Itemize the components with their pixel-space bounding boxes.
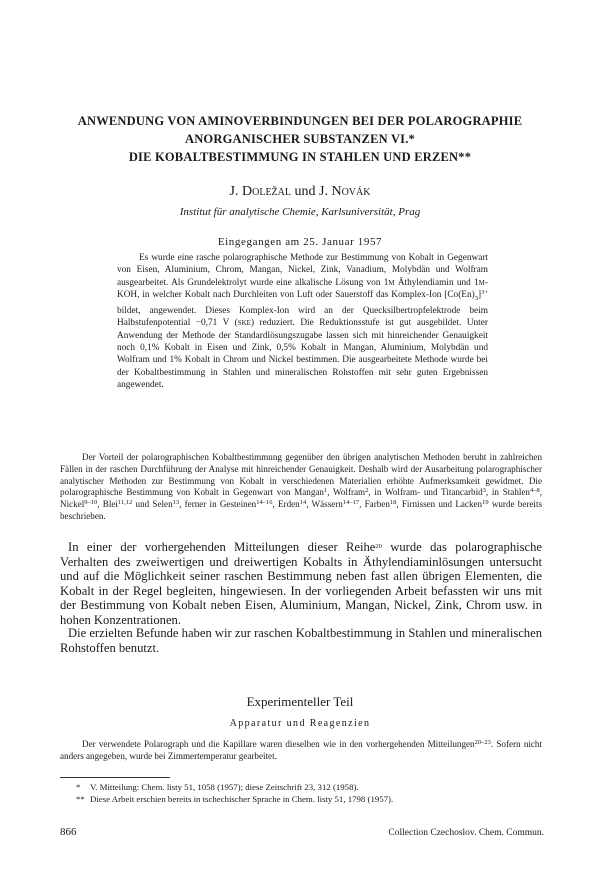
- abstract-unit: m: [478, 277, 485, 288]
- footnote-1: [76, 782, 546, 794]
- intro-text: wurde bereits beschrieben.: [60, 499, 543, 521]
- citation-ref: 20: [375, 543, 382, 550]
- citation-ref: 3: [482, 487, 486, 495]
- subsection-heading: Apparatur und Reagenzien: [229, 718, 371, 729]
- footnote-2: [76, 794, 546, 806]
- abstract-electrode-abbrev: ske: [237, 318, 251, 329]
- citation-ref: 14–17: [342, 499, 360, 507]
- abstract-text: ]: [477, 289, 482, 300]
- authors: [0, 184, 600, 200]
- methods-paragraph: [60, 738, 542, 762]
- intro-text: , Wässern: [306, 499, 343, 510]
- citation-ref: 4–8: [529, 487, 540, 495]
- intro-text: Der Vorteil der polarographischen Kobaltbestimmung gegenüber den übrigen analytischen Methoden beruht in zahlreichen Fällen in der raschen Durchführung der Analyse mit hinreichender Genauigkeit. Deshalb wird der Ausarbeitung polarographischer analytischer Methoden zur Bestimmung von Kobalt in verschiedenen Materialien erhöhte Aufmerksamkeit gewidmet. Die polarographische Bestimmung von Kobalt in Gegenwart von Mangan: [60, 452, 542, 498]
- title-line-2: ANORGANISCHER SUBSTANZEN VI.*: [184, 132, 416, 146]
- abstract-superscript: 3+: [481, 288, 488, 296]
- intro-text: , Erden: [272, 499, 300, 510]
- author-1-initial: J.: [229, 184, 242, 199]
- footnotes: [76, 782, 546, 805]
- footnote-mark: *: [76, 782, 81, 792]
- methods-text: . Sofern nicht anders angegeben, wurde bei Zimmertemperatur gearbeitet.: [60, 739, 542, 761]
- title-line-3: DIE KOBALTBESTIMMUNG IN STAHLEN UND ERZEN**: [128, 150, 472, 164]
- intro-text: , Nickel: [60, 487, 543, 510]
- intro-text: , ferner in Gesteinen: [179, 499, 257, 510]
- footnote-mark: **: [76, 793, 85, 804]
- author-1-surname: Doležal: [242, 184, 291, 199]
- title-line-1: ANWENDUNG VON AMINOVERBINDUNGEN BEI DER POLAROGRAPHIE: [77, 114, 523, 128]
- author-conjunction: und: [291, 184, 319, 199]
- body-text: wurde das polarographische Verhalten des zweiwertigen und dreiwertigen Kobalts in Äthylendiaminlösungen untersucht und auf die Möglichkeit seiner raschen Bestimmung neben fast allen übrigen Elementen, die Kobalt in der Regel begleiten, hingewiesen. In der vorliegenden Arbeit befassten wir uns mit der Bestimmung von Kobalt neben Eisen, Aluminium, Mangan, Nickel, Zink, Chrom usw. in hohen Konzentrationen.: [60, 540, 542, 627]
- intro-text: , Firnissen und Lacken: [396, 499, 483, 510]
- citation-ref: 1: [323, 487, 328, 495]
- body-paragraph-1: [60, 540, 542, 628]
- section-heading: Experimenteller Teil: [246, 694, 354, 709]
- intro-paragraph: [60, 452, 542, 523]
- abstract-text: Äthylendiamin und 1: [394, 277, 479, 288]
- methods-text: Der verwendete Polarograph und die Kapillare waren dieselben wie in den vorhergehenden Mitteilungen: [82, 739, 475, 749]
- article-title: [40, 112, 560, 166]
- citation-ref: 18: [389, 499, 397, 507]
- abstract-subscript: 3: [474, 294, 478, 302]
- citation-ref: 9–10: [84, 499, 98, 507]
- citation-ref: 14–16: [256, 499, 273, 507]
- page-number: 866: [60, 826, 77, 838]
- abstract-unit: m: [388, 277, 395, 288]
- received-date: Eingegangen am 25. Januar 1957: [217, 236, 383, 248]
- footnote-divider: [60, 777, 170, 778]
- journal-name: Collection Czechoslov. Chem. Commun.: [388, 828, 544, 838]
- citation-ref: 11,12: [117, 499, 133, 507]
- citation-ref: 19: [482, 499, 489, 507]
- body-paragraph-2: Die erzielten Befunde haben wir zur raschen Kobaltbestimmung in Stahlen und mineralischen Rohstoffen benutzt.: [60, 626, 542, 655]
- abstract-text: ) reduziert. Die Reduktionsstufe ist gut ausgebildet. Unter Anwendung der Methode der Standardlösungszugabe lassen sich mit hinreichender Genauigkeit noch 0,1% Kobalt in Eisen und Zink, 0,5% Kobalt in Mangan, Aluminium, Molybdän und Wolfram und 1% Kobalt in Chrom und Nickel bestimmen. Die ausgearbeitete Methode wurde bei der Kobaltbestimmung in Stahlen und mineralischen Rohstoffen mit sehr guten Ergebnissen angewendet.: [117, 318, 488, 390]
- citation-ref: 13: [172, 499, 180, 507]
- footnote-text: Diese Arbeit erschien bereits in tschechischer Sprache in Chem. listy 51, 1798 (1957).: [90, 793, 394, 804]
- abstract-text: -KOH, in welcher Kobalt nach Durchleiten von Luft oder Sauerstoff das Komplex-Ion [Co(En): [117, 277, 488, 300]
- author-2-initial: J.: [319, 184, 332, 199]
- citation-ref: 2: [365, 487, 369, 495]
- citation-ref: 14: [299, 499, 307, 507]
- intro-text: , in Wolfram- und Titancarbid: [368, 487, 483, 498]
- institute: Institut für analytische Chemie, Karlsuniversität, Prag: [179, 206, 421, 218]
- intro-text: , in Stahlen: [485, 487, 530, 498]
- abstract: [117, 252, 488, 391]
- intro-text: , Farben: [359, 499, 390, 510]
- intro-text: , Blei: [97, 499, 118, 510]
- author-2-surname: Novák: [331, 184, 371, 199]
- intro-text: , Wolfram: [327, 487, 366, 498]
- abstract-text: bildet, angewendet. Dieses Komplex-Ion wird an der Quecksilbertropfelektrode beim Halbstufenpotential −0,71 V (: [117, 306, 488, 329]
- citation-ref: 20–23: [474, 739, 491, 746]
- intro-text: und Selen: [132, 499, 173, 510]
- footnote-text: V. Mitteilung: Chem. listy 51, 1058 (1957); diese Zeitschrift 23, 312 (1958).: [90, 782, 359, 792]
- abstract-text: Es wurde eine rasche polarographische Methode zur Bestimmung von Kobalt in Gegenwart von Eisen, Aluminium, Chrom, Mangan, Nickel, Zink, Vanadium, Molybdän und Wolfram ausgearbeitet. Als Grundelektrolyt wurde eine alkalische Lösung von 1: [117, 253, 488, 288]
- body-text: In einer der vorhergehenden Mitteilungen dieser Reihe: [68, 540, 376, 554]
